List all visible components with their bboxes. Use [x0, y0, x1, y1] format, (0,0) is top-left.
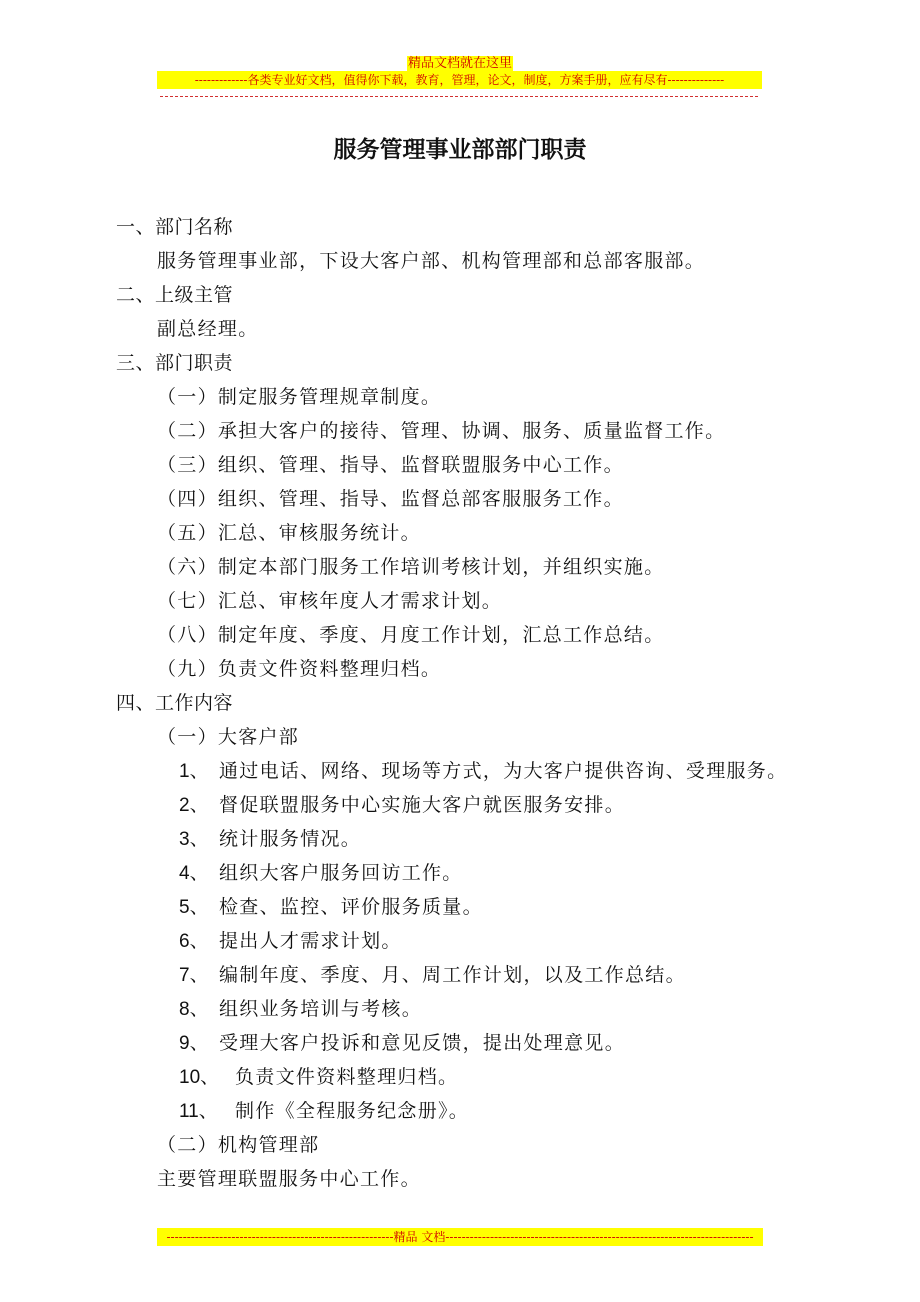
duty-item: （八）制定年度、季度、月度工作计划，汇总工作总结。: [157, 624, 665, 646]
list-item: 7、 编制年度、季度、月、周工作计划，以及工作总结。: [179, 964, 686, 986]
list-item: 5、 检查、监控、评价服务质量。: [179, 896, 483, 918]
duty-item: （二）承担大客户的接待、管理、协调、服务、质量监督工作。: [157, 420, 726, 442]
duty-item: （五）汇总、审核服务统计。: [157, 522, 421, 544]
list-item: 6、 提出人才需求计划。: [179, 930, 402, 952]
header-divider: [160, 96, 758, 97]
document-title: 服务管理事业部部门职责: [333, 137, 587, 163]
list-item: 2、 督促联盟服务中心实施大客户就医服务安排。: [179, 794, 626, 816]
header-banner: -------------各类专业好文档，值得你下载，教育，管理，论文，制度，方案手册，应有尽有--------------: [157, 71, 762, 89]
duty-item: （七）汇总、审核年度人才需求计划。: [157, 590, 503, 612]
list-item: 9、 受理大客户投诉和意见反馈，提出处理意见。: [179, 1032, 626, 1054]
section-heading-1: 一、部门名称: [116, 216, 234, 238]
duty-item: （一）制定服务管理规章制度。: [157, 386, 442, 408]
section-heading-4: 四、工作内容: [116, 692, 234, 714]
list-item: 11、 制作《全程服务纪念册》。: [179, 1100, 470, 1122]
duty-item: （九）负责文件资料整理归档。: [157, 658, 442, 680]
list-item: 10、 负责文件资料整理归档。: [179, 1066, 459, 1088]
list-item: 3、 统计服务情况。: [179, 828, 362, 850]
duty-item: （四）组织、管理、指导、监督总部客服服务工作。: [157, 488, 624, 510]
subsection-text: 主要管理联盟服务中心工作。: [157, 1168, 421, 1190]
section-heading-2: 二、上级主管: [116, 284, 234, 306]
section-text-2: 副总经理。: [157, 318, 259, 340]
list-item: 8、 组织业务培训与考核。: [179, 998, 423, 1020]
subsection-heading: （二）机构管理部: [157, 1134, 320, 1156]
subsection-heading: （一）大客户部: [157, 726, 300, 748]
list-item: 1、 通过电话、网络、现场等方式，为大客户提供咨询、受理服务。: [179, 760, 788, 782]
section-text-1: 服务管理事业部，下设大客户部、机构管理部和总部客服部。: [157, 250, 706, 272]
header-top-label: 精品文档就在这里: [407, 56, 512, 71]
section-heading-3: 三、部门职责: [116, 352, 234, 374]
list-item: 4、 组织大客户服务回访工作。: [179, 862, 463, 884]
footer-banner: --------------------------------------------------------精品 文档----------------------------------------------------------------------------: [157, 1228, 763, 1246]
duty-item: （三）组织、管理、指导、监督联盟服务中心工作。: [157, 454, 624, 476]
duty-item: （六）制定本部门服务工作培训考核计划，并组织实施。: [157, 556, 665, 578]
